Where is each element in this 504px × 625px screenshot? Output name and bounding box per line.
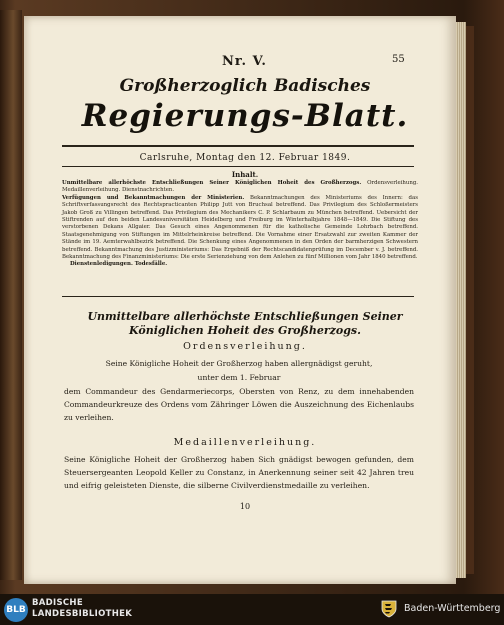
contents-entry-2 — [62, 195, 418, 262]
page-number: 55 — [392, 54, 405, 65]
lions-coat-of-arms-icon — [379, 599, 399, 619]
order-date: unter dem 1. Februar — [197, 373, 281, 382]
page-stack-edge — [456, 22, 466, 578]
contents-entry-2-text: Bekanntmachungen des Ministeriums des Innern: das Schriftverfassungsrecht des Rechtspracticanten Philipp Jutt von Bruchsal betreffend. Das Privilegium des Schloßermeisters Jakob Groß zu Villingen betreffend. Das Privilegium des Mechanikers C. P. Schlarbaum zu München betreffend. Uebersicht der Stiftrenden auf den beiden Landesuniversitäten Heidelberg und Freiburg im Winterhalbjahre 1848—1849. Die Stiftung des verstorbenen Dekans Allgaier. Das Gesuch eines Angenommenen für die katholische Gemeinde Lohrbach betreffend. Staatsgenehmigung von Stiftungen im Mittelrheinkreise betreffend. Die Vornahme einer Ersatzwahl zur zweiten Kammer der Stände im 19. Aemterwahlbezirk betreffend. Die Schenkung eines Angenommenen in den Orden der barmherzigen Schwestern betreffend. Bekanntmachung des Justizministeriums: Das Ergebniß der Rechtscandidatenprüfung im December v. J. betreffend. Bekanntmachung des Finanzministeriums: Die erste Serienziehung von dem Anlehen zu fünf Millionen vom Jahr 1840 betreffend. — [62, 194, 418, 261]
medal-paragraph: Seine Königliche Hoheit der Großherzog haben Sich gnädigst bewogen gefunden, dem Steuersergeanten Leopold Keller zu Constanz, in Anerkennung seiner seit 42 Jahren treu und eifrig geleisteten Dienste, die silberne Civilverdienstmedaille zu verleihen. — [64, 455, 414, 490]
contents-entry-2-title: Verfügungen und Bekanntmachungen der Ministerien. — [62, 194, 245, 201]
book-cover-edge — [466, 26, 474, 574]
contents-entry-1 — [62, 180, 418, 195]
library-name-line1: BADISCHE — [32, 598, 83, 608]
state-name[interactable]: Baden-Württemberg — [404, 603, 501, 614]
masthead-rule-bottom — [62, 166, 414, 167]
library-name[interactable] — [32, 598, 132, 620]
book-spine — [0, 10, 22, 580]
masthead-subtitle: Großherzoglich Badisches — [119, 76, 371, 96]
blb-logo-icon[interactable]: BLB — [4, 598, 28, 622]
folio-number: 10 — [239, 502, 251, 511]
contents-entry-3-title: Dienstenledigungen. Todesfälle. — [70, 261, 168, 268]
dateline: Carlsruhe, Montag den 12. Februar 1849. — [139, 153, 351, 163]
library-name-line2: LANDESBIBLIOTHEK — [32, 609, 133, 619]
contents-heading: Inhalt. — [231, 170, 259, 179]
contents-entry-1-title: Unmittelbare allerhöchste Entschließungen Seiner Königlichen Hoheit des Großherzogs. — [62, 180, 362, 186]
contents-entry-3 — [62, 261, 418, 268]
contents-entry-1-text: Ordensverleihung. Medaillenverleihung. Dienstnachrichten. — [62, 180, 419, 194]
issue-number: Nr. V. — [222, 54, 267, 69]
order-paragraph: dem Commandeur des Gendarmeriecorps, Obersten von Renz, zu dem innehabenden Commandeurkreuze des Ordens vom Zähringer Löwen die Auszeichnung des Eichenlaubs zu verleihen. — [64, 387, 414, 422]
masthead-rule-top — [62, 145, 414, 147]
section-title: Unmittelbare allerhöchste Entschließungen Seiner Königlichen Hoheit des Großherzogs. — [87, 310, 403, 337]
subheading-medal: Medaillenverleihung. — [173, 437, 317, 448]
contents-block — [62, 180, 418, 269]
subheading-order: Ordensverleihung. — [183, 341, 307, 352]
order-intro: Seine Königliche Hoheit der Großherzog haben allergnädigst geruht, — [105, 359, 373, 368]
contents-rule — [62, 296, 414, 297]
masthead-title: Regierungs-Blatt. — [81, 98, 409, 134]
